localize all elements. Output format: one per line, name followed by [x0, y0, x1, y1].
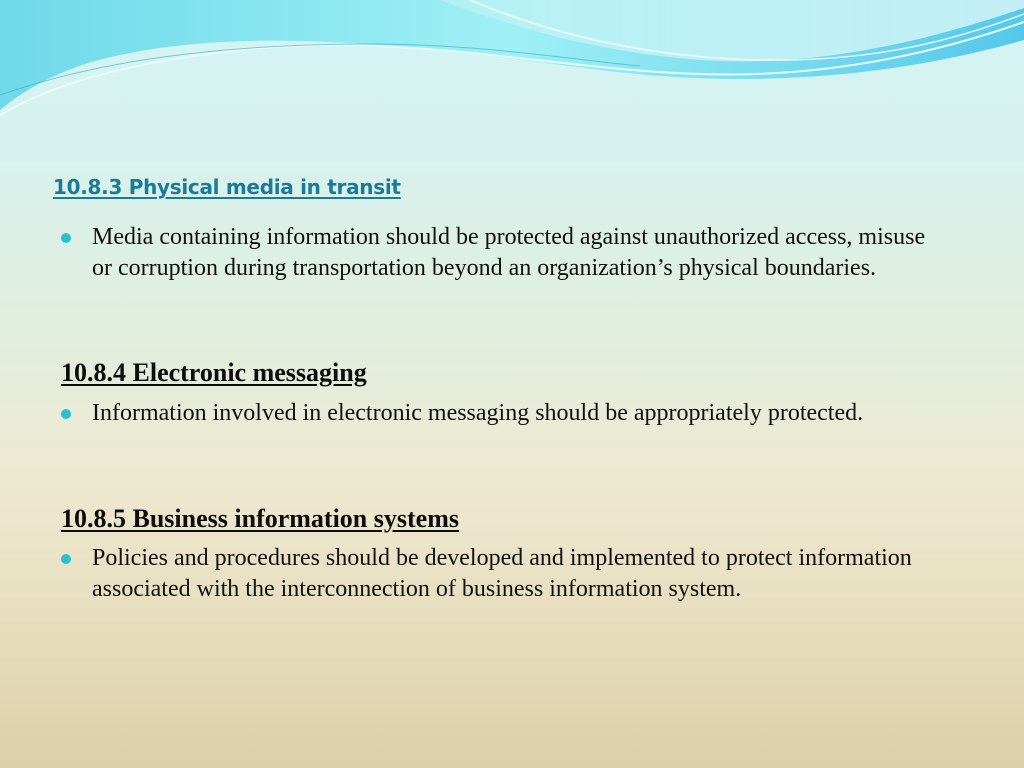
bullet-item [61, 222, 941, 284]
bullet-list-physical-media [61, 222, 941, 284]
slide-title: 10.8.3 Physical media in transit [53, 175, 401, 199]
bullet-dot-icon [61, 409, 71, 419]
bullet-item [61, 543, 941, 605]
bullet-dot-icon [61, 233, 71, 243]
bullet-dot-icon [61, 554, 71, 564]
bullet-text: Media containing information should be protected against unauthorized access, misuse or corruption during transportation beyond an organization’s physical boundaries. [92, 224, 926, 281]
bullet-list-business-information-systems [61, 543, 941, 605]
bullet-list-electronic-messaging [61, 398, 941, 429]
bullet-text: Information involved in electronic messaging should be appropriately protected. [92, 400, 864, 426]
section-heading-electronic-messaging: 10.8.4 Electronic messaging [61, 358, 367, 387]
bullet-text: Policies and procedures should be developed and implemented to protect information associated with the interconnection of business information system. [92, 545, 912, 602]
section-heading-business-information-systems: 10.8.5 Business information systems [61, 504, 459, 533]
bullet-item [61, 398, 941, 429]
